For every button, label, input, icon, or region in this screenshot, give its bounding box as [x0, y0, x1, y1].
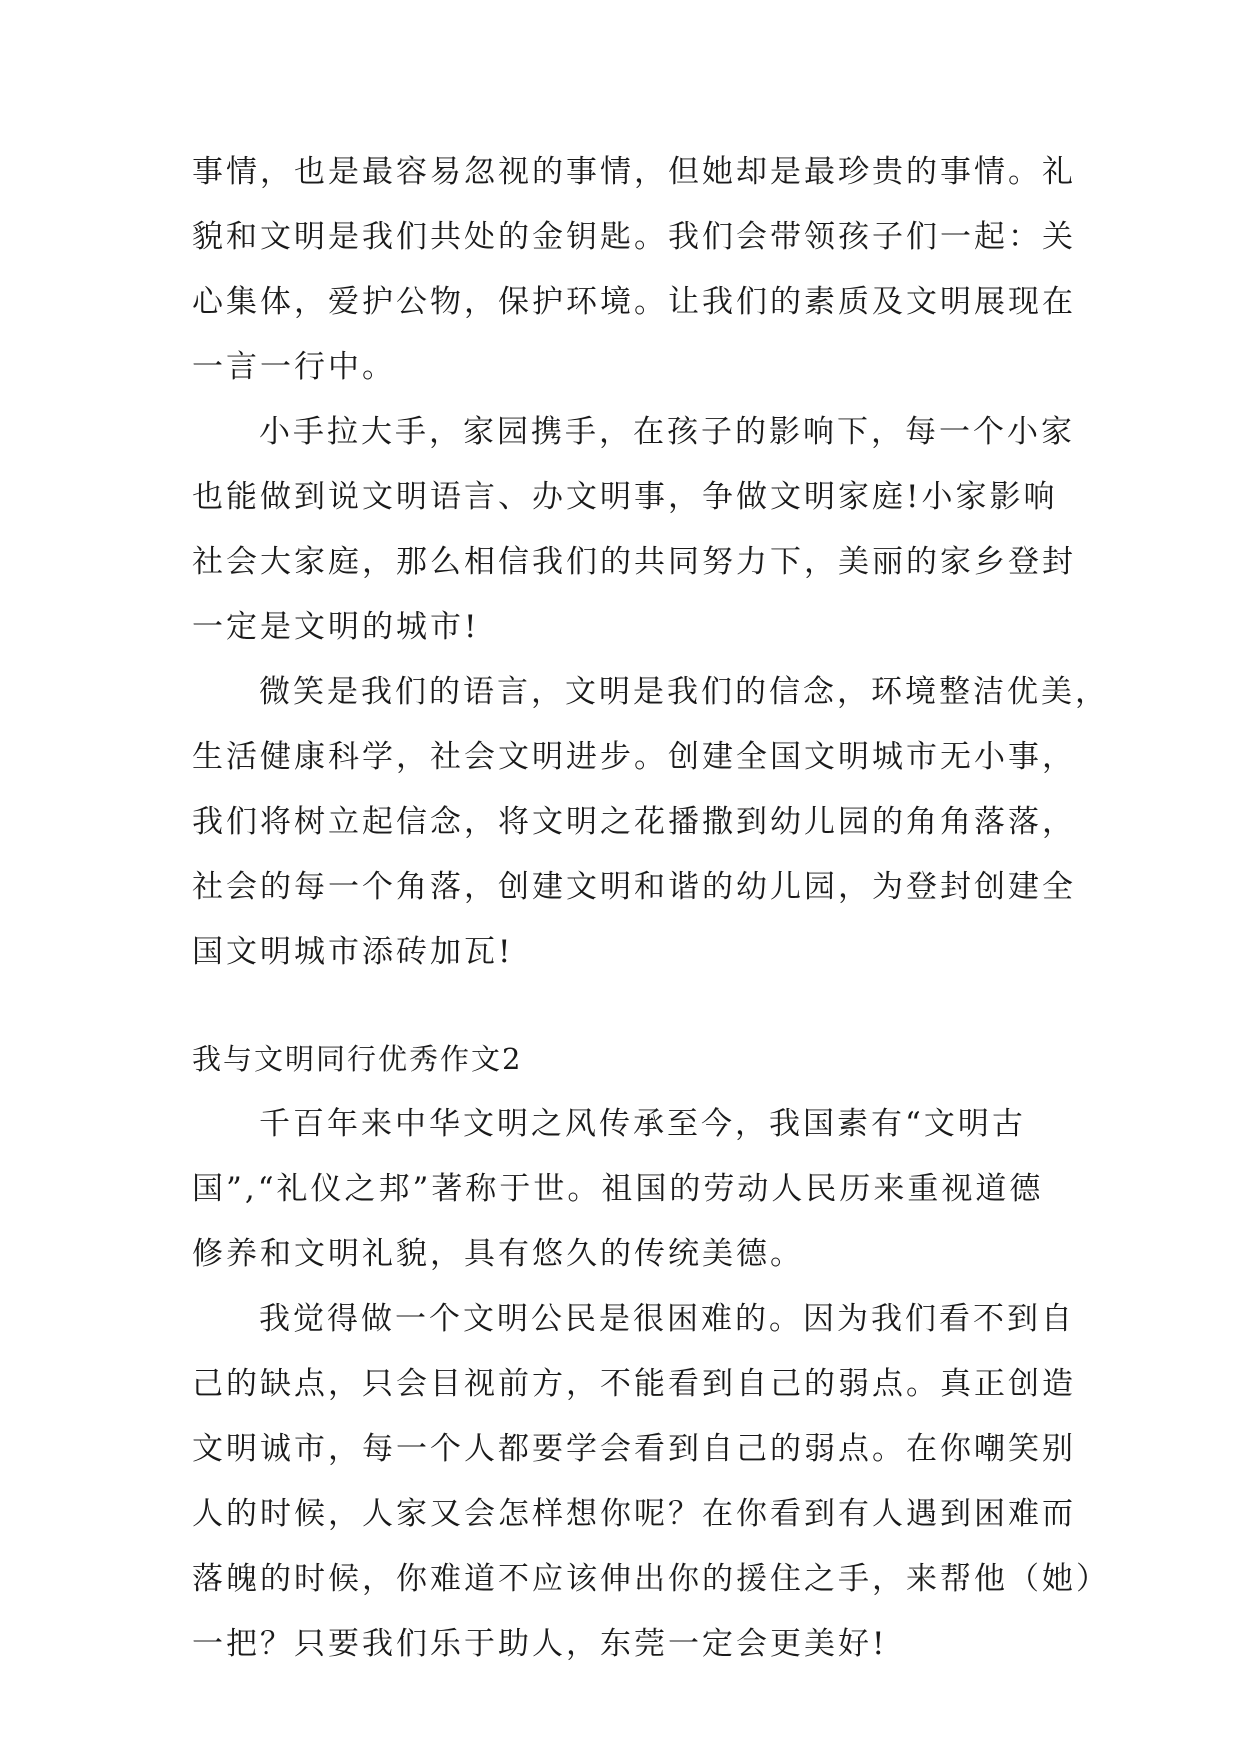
text-line: 国”,“礼仪之邦”著称于世。祖国的劳动人民历来重视道德: [192, 1171, 1044, 1207]
text-line: 社会的每一个角落，创建文明和谐的幼儿园，为登封创建全: [192, 869, 1076, 905]
paragraph-start: 小手拉大手，家园携手，在孩子的影响下，每一个小家: [259, 414, 1075, 450]
text-line: 落魄的时候，你难道不应该伸出你的援住之手，来帮他（她）: [192, 1561, 1110, 1597]
text-line: 国文明城市添砖加瓦!: [192, 934, 514, 970]
text-line: 人的时候，人家又会怎样想你呢？在你看到有人遇到困难而: [192, 1496, 1076, 1532]
text-line: 一把？只要我们乐于助人，东莞一定会更美好!: [192, 1626, 888, 1662]
text-line: 一定是文明的城市!: [192, 609, 480, 645]
text-line: 事情，也是最容易忽视的事情，但她却是最珍贵的事情。礼: [192, 154, 1076, 190]
text-line: 社会大家庭，那么相信我们的共同努力下，美丽的家乡登封: [192, 544, 1076, 580]
text-line: 文明诚市，每一个人都要学会看到自己的弱点。在你嘲笑别: [192, 1431, 1076, 1467]
paragraph-start: 微笑是我们的语言，文明是我们的信念，环境整洁优美，: [259, 674, 1109, 710]
paragraph-start: 千百年来中华文明之风传承至今，我国素有“文明古: [259, 1106, 1026, 1142]
text-line: 一言一行中。: [192, 349, 396, 385]
section-heading: 我与文明同行优秀作文2: [192, 1042, 523, 1076]
text-line: 生活健康科学，社会文明进步。创建全国文明城市无小事，: [192, 739, 1076, 775]
text-line: 也能做到说文明语言、办文明事，争做文明家庭!小家影响: [192, 479, 1058, 515]
paragraph-start: 我觉得做一个文明公民是很困难的。因为我们看不到自: [259, 1301, 1075, 1337]
text-line: 己的缺点，只会目视前方，不能看到自己的弱点。真正创造: [192, 1366, 1076, 1402]
text-line: 我们将树立起信念，将文明之花播撒到幼儿园的角角落落，: [192, 804, 1076, 840]
text-line: 修养和文明礼貌，具有悠久的传统美德。: [192, 1236, 804, 1272]
text-line: 貌和文明是我们共处的金钥匙。我们会带领孩子们一起：关: [192, 219, 1076, 255]
text-line: 心集体，爱护公物，保护环境。让我们的素质及文明展现在: [192, 284, 1076, 320]
